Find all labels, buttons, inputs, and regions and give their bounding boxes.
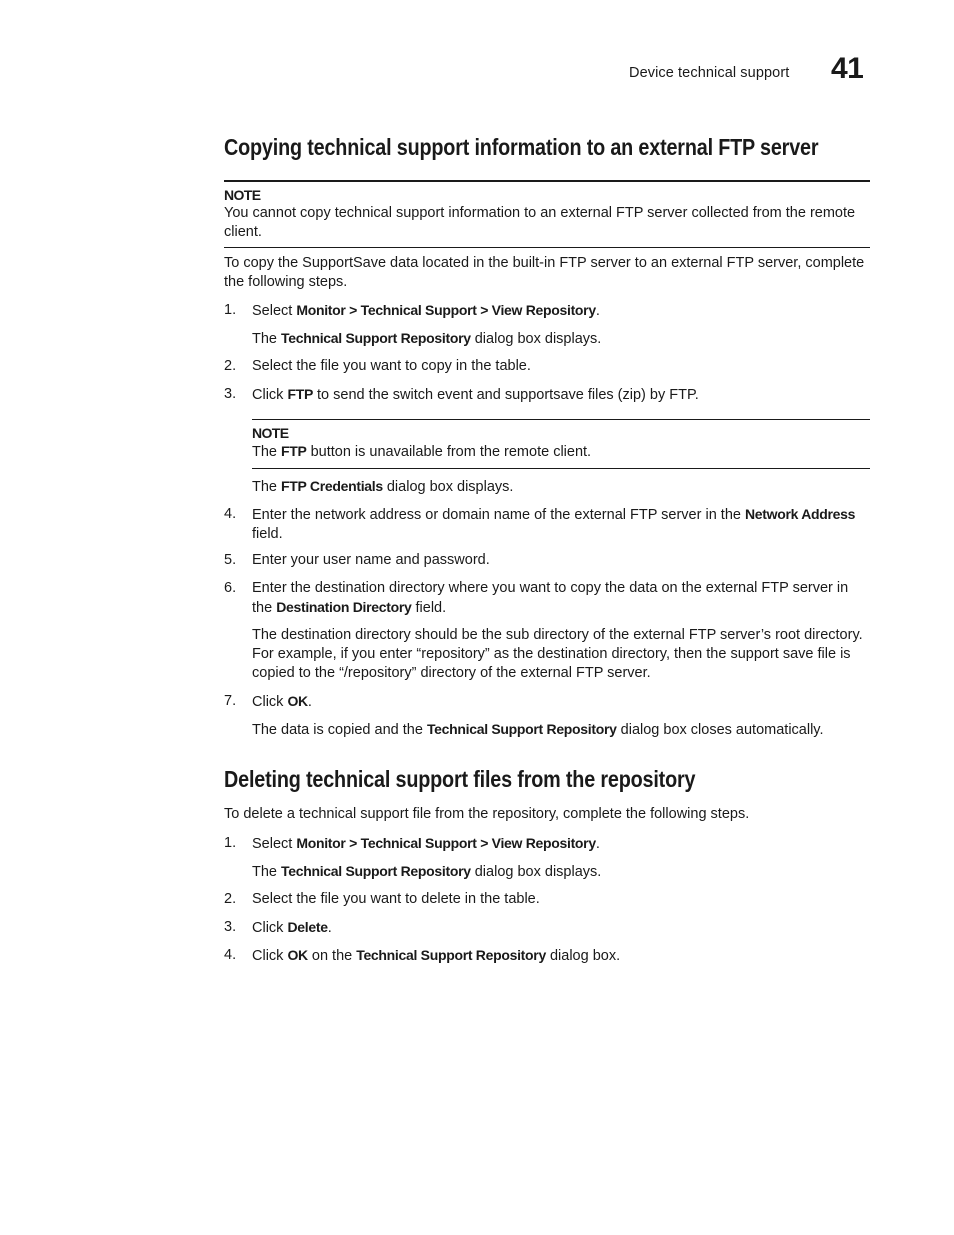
section-title: Copying technical support information to an external FTP server — [224, 134, 819, 160]
step-result — [224, 720, 870, 740]
step-text: Click — [252, 694, 288, 710]
step-item — [224, 505, 870, 544]
field-name: Destination Directory — [276, 599, 412, 615]
note-top-rule — [224, 180, 870, 182]
note-bottom-rule — [224, 247, 870, 248]
result-text-end: dialog box displays. — [470, 331, 602, 347]
result-text: The — [252, 864, 282, 880]
step-item — [224, 692, 870, 712]
dialog-name: Technical Support Repository — [281, 330, 471, 346]
step-number: 1. — [224, 835, 237, 851]
menu-path: Monitor > Technical Support > View Repository — [296, 302, 596, 318]
note-text: You cannot copy technical support information to an external FTP server collected from the remote client. — [224, 205, 856, 240]
step-text-end: to send the switch event and supportsave files (zip) by FTP. — [313, 387, 699, 403]
step-text-end: . — [595, 303, 600, 319]
button-name: FTP — [281, 443, 307, 459]
note-text-end: button is unavailable from the remote client. — [306, 444, 592, 460]
note-label: NOTE — [252, 425, 289, 441]
step-text: Select — [252, 836, 297, 852]
step-item — [224, 834, 870, 854]
step-item — [224, 918, 870, 938]
step-number: 5. — [224, 552, 237, 568]
step-text: Select — [252, 303, 297, 319]
step-text-end: . — [307, 694, 312, 710]
step-text-end: field. — [252, 526, 283, 542]
step-text: Click — [252, 920, 288, 936]
step-text-end: . — [595, 836, 600, 852]
step-number: 7. — [224, 693, 237, 709]
section-title: Deleting technical support files from the repository — [224, 766, 696, 792]
step-number: 2. — [224, 891, 237, 907]
step-item — [224, 301, 870, 321]
step-number: 2. — [224, 358, 237, 374]
running-header-section: Device technical support — [629, 65, 790, 81]
note-text — [252, 442, 870, 462]
note-text-start: The — [252, 444, 282, 460]
step-item — [224, 946, 870, 966]
note-bottom-rule — [252, 468, 870, 469]
step-result — [224, 477, 870, 497]
step-text: Click — [252, 948, 288, 964]
step-number: 6. — [224, 580, 237, 596]
intro-paragraph — [224, 254, 870, 292]
note-top-rule — [252, 419, 870, 420]
step-item — [224, 551, 870, 570]
step-item — [224, 579, 870, 618]
result-text: The data is copied and the — [252, 722, 427, 738]
step-result — [224, 329, 870, 349]
step-detail — [224, 626, 870, 683]
step-number: 3. — [224, 386, 237, 402]
step-text: Select the file you want to copy in the table. — [252, 358, 531, 374]
field-name: Network Address — [744, 506, 856, 522]
step-text: Enter the network address or domain name of the external FTP server in the — [252, 507, 745, 523]
result-text: The — [252, 479, 282, 495]
section-heading-deleting — [224, 765, 870, 793]
step-text-end: . — [327, 920, 332, 936]
step-item — [224, 385, 870, 405]
step-text: Enter your user name and password. — [252, 552, 490, 568]
step-text: Enter the destination directory where you want to copy the data on the external FTP server in the — [252, 580, 849, 616]
button-name: FTP — [287, 386, 313, 402]
intro-paragraph — [224, 805, 870, 824]
intro-text: To delete a technical support file from the repository, complete the following steps. — [224, 806, 750, 822]
dialog-name: Technical Support Repository — [281, 863, 471, 879]
step-text-mid: on the — [307, 948, 357, 964]
step-number: 4. — [224, 506, 237, 522]
step-number: 3. — [224, 919, 237, 935]
result-text-end: dialog box displays. — [382, 479, 514, 495]
result-text-end: dialog box displays. — [470, 864, 602, 880]
step-item — [224, 890, 870, 909]
button-name: Delete — [287, 919, 328, 935]
button-name: OK — [287, 947, 308, 963]
menu-path: Monitor > Technical Support > View Repository — [296, 835, 596, 851]
step-result — [224, 862, 870, 882]
step-number: 1. — [224, 302, 237, 318]
chapter-number: 41 — [831, 52, 864, 85]
note-box-inline — [252, 419, 870, 469]
step-text-end: field. — [411, 600, 447, 616]
step-text: Select the file you want to delete in the table. — [252, 891, 540, 907]
dialog-name: FTP Credentials — [281, 478, 383, 494]
intro-text: To copy the SupportSave data located in the built-in FTP server to an external FTP server, complete the following steps. — [224, 255, 865, 290]
section-heading-copying — [224, 133, 870, 161]
dialog-name: Technical Support Repository — [426, 721, 617, 737]
result-text-end: dialog box closes automatically. — [616, 722, 824, 738]
dialog-name: Technical Support Repository — [356, 947, 546, 963]
button-name: OK — [287, 693, 308, 709]
note-box — [224, 180, 870, 248]
step-number: 4. — [224, 947, 237, 963]
step-text: Click — [252, 387, 288, 403]
detail-text: The destination directory should be the sub directory of the external FTP server’s root directory. For example, if you enter “repository” as the destination directory, then the support save file is copied to the “/repository” directory of the external FTP server. — [252, 627, 863, 681]
result-text: The — [252, 331, 282, 347]
step-text-end: dialog box. — [545, 948, 621, 964]
step-item — [224, 357, 870, 376]
note-label: NOTE — [224, 187, 261, 203]
